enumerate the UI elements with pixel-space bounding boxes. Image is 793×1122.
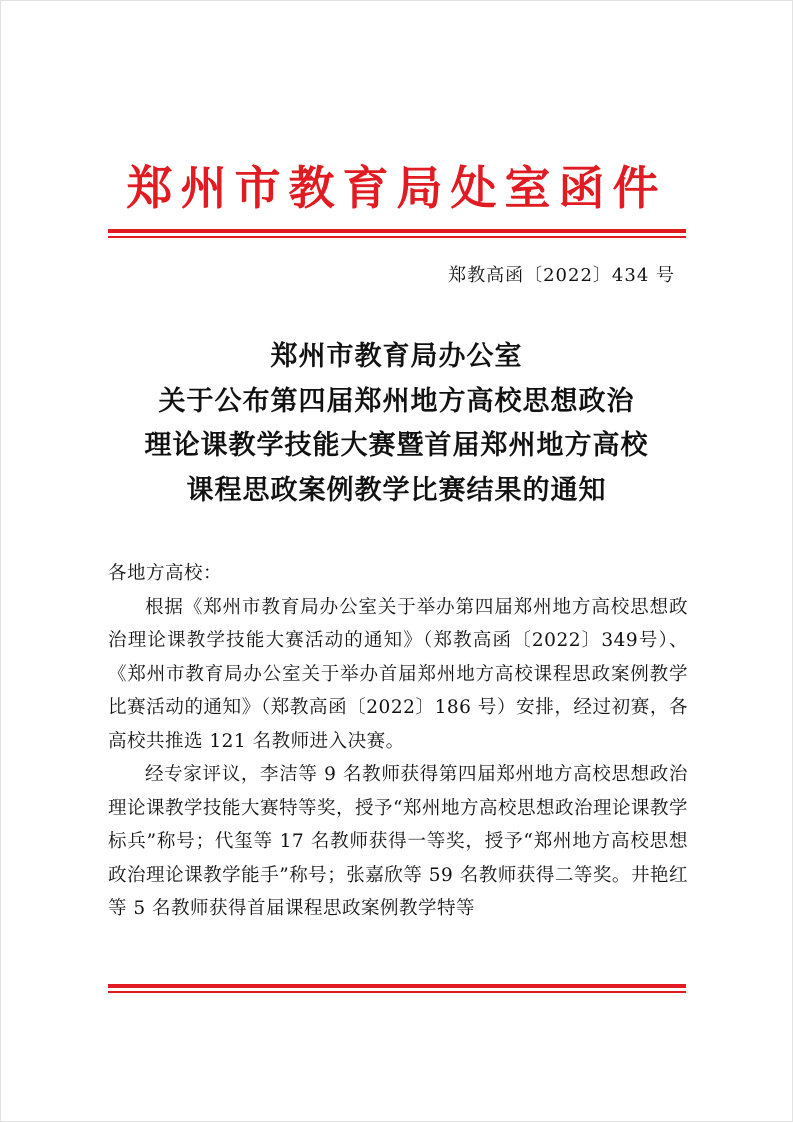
notice-title-line-4: 课程思政案例教学比赛结果的通知 [186, 474, 607, 506]
body-paragraph-1: 根据《郑州市教育局办公室关于举办第四届郑州地方高校思想政治理论课教学技能大赛活动的通知》（郑教高函〔2022〕349号）、《郑州市教育局办公室关于举办首届郑州地方高校课程思政案例教学比赛活动的通知》（郑教高函〔2022〕186 号）安排，经过初赛，各高校共推选 121 名教师进入决赛。 [108, 596, 688, 752]
letterhead-rule-thick [108, 229, 686, 233]
letterhead-rule-thin [108, 236, 686, 238]
document-number: 郑教高函〔2022〕434 号 [448, 265, 675, 286]
footer-rule-thin [108, 991, 686, 993]
notice-title-line-2: 关于公布第四届郑州地方高校思想政治 [158, 385, 635, 417]
notice-title [0, 335, 793, 513]
salutation: 各地方高校： [108, 563, 223, 584]
notice-title-line-3: 理论课教学技能大赛暨首届郑州地方高校 [144, 430, 649, 461]
footer-rule-thick [108, 984, 686, 988]
letterhead-title: 郑州市教育局处室函件 [126, 161, 667, 215]
notice-body [108, 557, 688, 926]
notice-title-line-1: 郑州市教育局办公室 [270, 341, 523, 372]
body-paragraph-2: 经专家评议，李洁等 9 名教师获得第四届郑州地方高校思想政治理论课教学技能大赛特等奖，授予“郑州地方高校思想政治理论课教学标兵”称号；代玺等 17 名教师获得一等奖，授予“郑州地方高校思想政治理论课教学能手”称号；张嘉欣等 59 名教师获得二等奖。井艳红等 5 名教师获得首届课程思政案例教学特等 [108, 764, 688, 919]
